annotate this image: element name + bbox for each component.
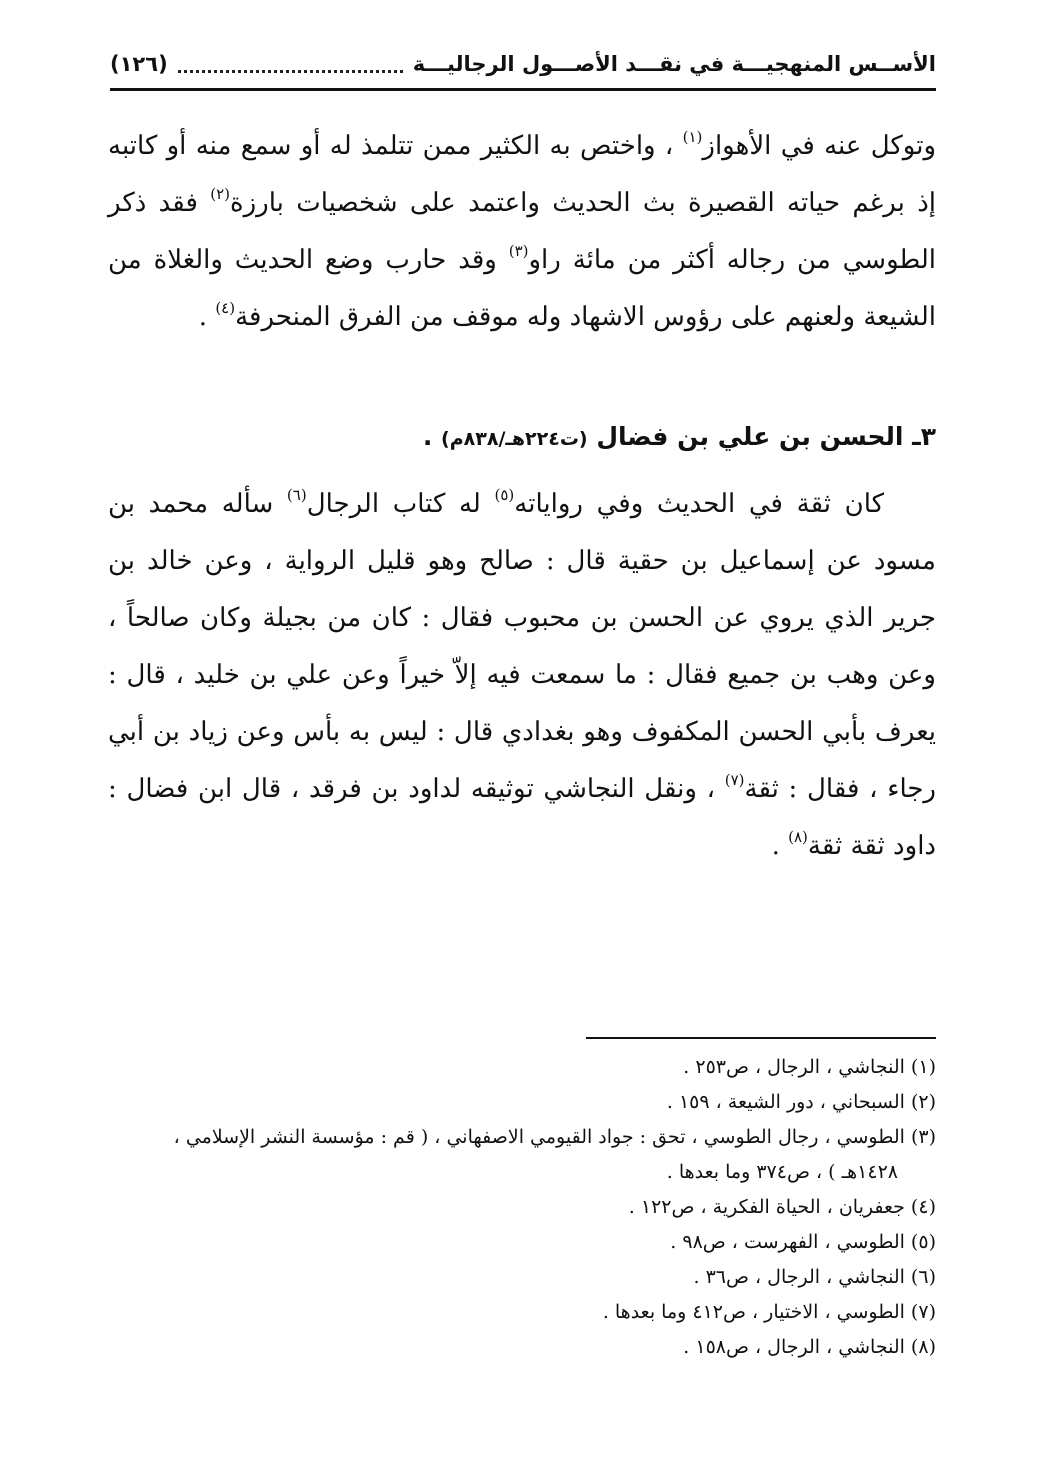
footnote-8: (٨) النجاشي ، الرجال ، ص١٥٨ . [683, 1336, 936, 1358]
paragraph-1-text-3: فقد ذكر الطوسي من رجاله أكثر من مائة راو [108, 188, 936, 275]
paragraph-2-text-5: . [771, 831, 789, 861]
footnote-5: (٥) الطوسي ، الفهرست ، ص٩٨ . [670, 1231, 936, 1253]
paragraph-2 [108, 476, 936, 875]
running-title: الأســس المنهجيـــة في نقـــد الأصـــول الرجاليـــة [412, 52, 936, 76]
footnote-1: (١) النجاشي ، الرجال ، ص٢٥٣ . [683, 1056, 936, 1078]
footnote-3-continuation: ١٤٢٨هـ ) ، ص٣٧٤ وما بعدها . [666, 1161, 898, 1183]
paragraph-2-text-4: ، ونقل النجاشي توثيقه لداود بن فرقد ، قال ابن فضال : داود ثقة ثقة [108, 774, 936, 861]
footnote-ref-2: (٢) [210, 185, 230, 203]
section-heading-end: . [422, 422, 442, 451]
footnote-ref-1: (١) [682, 128, 703, 146]
footnote-ref-6: (٦) [286, 486, 307, 504]
footnote-ref-4: (٤) [215, 299, 236, 317]
header-dot-leader [178, 56, 403, 73]
footnote-3: (٣) الطوسي ، رجال الطوسي ، تحق : جواد القيومي الاصفهاني ، ( قم : مؤسسة النشر الإسلامي ، [173, 1126, 936, 1148]
section-heading [108, 412, 936, 464]
footnote-6: (٦) النجاشي ، الرجال ، ص٣٦ . [693, 1266, 936, 1288]
footnote-7: (٧) الطوسي ، الاختيار ، ص٤١٢ وما بعدها . [602, 1301, 936, 1323]
footnote-separator [586, 1037, 936, 1039]
paragraph-1-text-4: وقد حارب وضع الحديث والغلاة من الشيعة ولعنهم على رؤوس الاشهاد وله موقف من الفرق المنحرفة [108, 245, 936, 332]
footnote-2: (٢) السبحاني ، دور الشيعة ، ١٥٩ . [666, 1091, 936, 1113]
header-rule [110, 88, 936, 91]
section-heading-dates: (ت٢٢٤هـ/٨٣٨م) [441, 428, 588, 450]
paragraph-1-text-5: . [198, 302, 216, 332]
footnote-4: (٤) جعفريان ، الحياة الفكرية ، ص١٢٢ . [628, 1196, 936, 1218]
footnotes-list [108, 1050, 936, 1365]
page-number: (١٢٦) [110, 52, 168, 76]
paragraph-1-text-1: وتوكل عنه في الأهواز [702, 131, 937, 161]
footnote-ref-8: (٨) [788, 828, 808, 846]
paragraph-2-text-1: كان ثقة في الحديث وفي رواياته [514, 489, 884, 519]
paragraph-1-text-2: ، واختص به الكثير ممن تتلمذ له أو سمع منه أو كاتبه إذ برغم حياته القصيرة بث الحديث واعتمد على شخصيات بارزة [108, 131, 936, 218]
paragraph-2-text-3: سأله محمد بن مسود عن إسماعيل بن حقية قال : صالح وهو قليل الرواية ، وعن خالد بن جرير الذي يروي عن الحسن بن محبوب فقال : كان من بجيلة وكان صالحاً ، وعن وهب بن جميع فقال : ما سمعت فيه إلاّ خيراً وعن علي بن خليد ، قال : يعرف بأبي الحسن المكفوف وهو بغدادي قال : ليس به بأس وعن زياد بن أبي رجاء ، فقال : ثقة [108, 489, 936, 804]
footnote-ref-5: (٥) [494, 486, 515, 504]
section-heading-title: ٣ـ الحسن بن علي بن فضال [587, 422, 936, 451]
footnote-ref-7: (٧) [724, 771, 745, 789]
paragraph-2-text-2: له كتاب الرجال [306, 489, 495, 519]
paragraph-1 [108, 118, 936, 346]
footnote-ref-3: (٣) [508, 242, 529, 260]
running-header [110, 44, 936, 84]
